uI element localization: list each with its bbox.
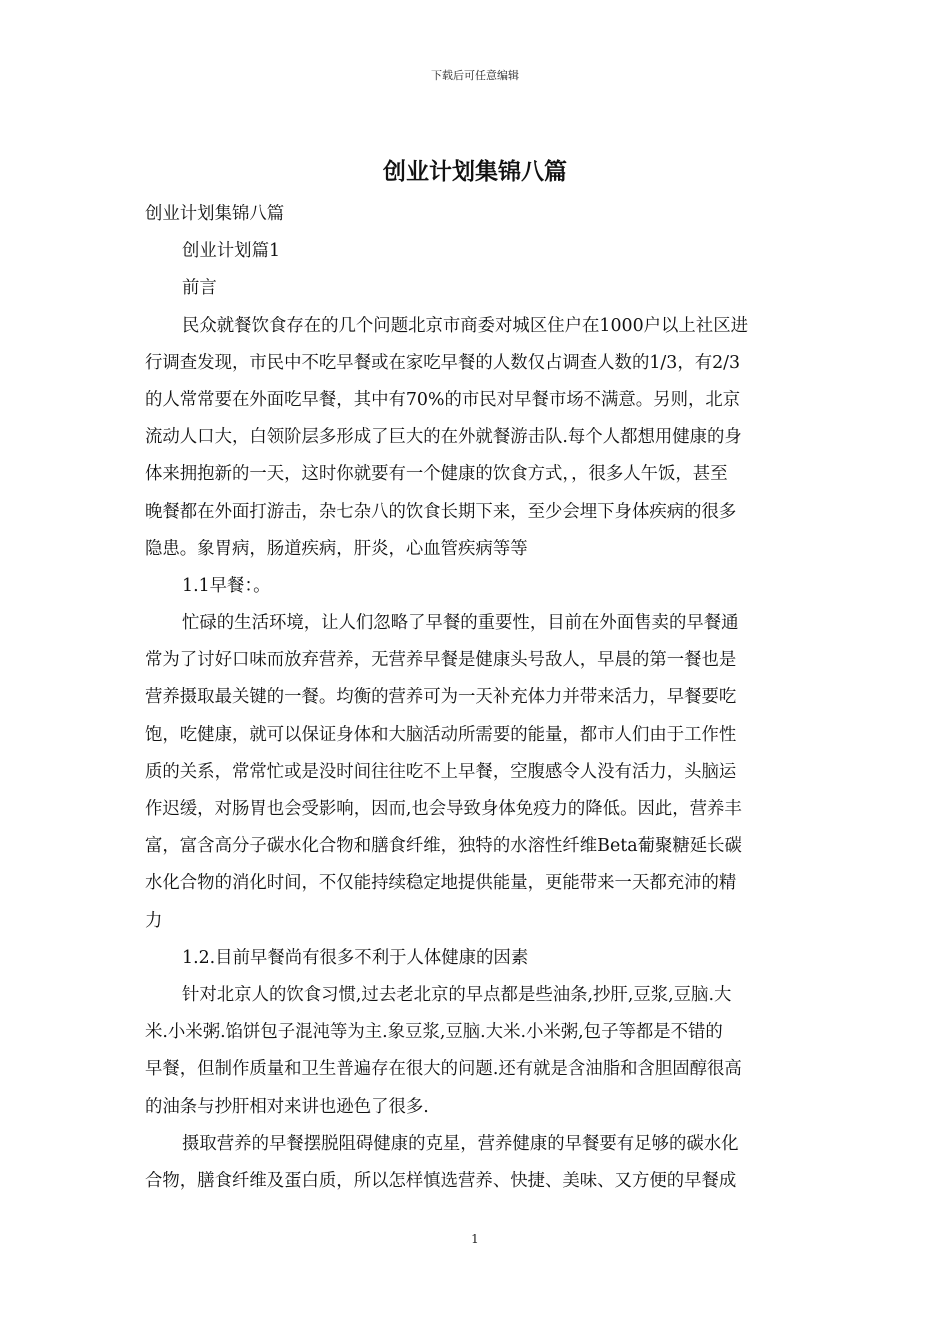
text-line: 摄取营养的早餐摆脱阻碍健康的克星，营养健康的早餐要有足够的碳水化 — [182, 1133, 739, 1154]
text-line: 作迟缓，对肠胃也会受影响，因而,也会导致身体免疫力的降低。因此，营养丰 — [145, 799, 742, 819]
text-line: 的油条与抄肝相对来讲也逊色了很多. — [145, 1096, 429, 1117]
text-line: 晚餐都在外面打游击，杂七杂八的饮食长期下来，至少会埋下身体疾病的很多 — [145, 501, 737, 522]
text-line: 行调查发现，市民中不吃早餐或在家吃早餐的人数仅占调查人数的1/3，有2/3 — [145, 352, 741, 373]
text-line: 富，富含高分子碳水化合物和膳食纤维，独特的水溶性纤维Beta葡聚糖延长碳 — [145, 836, 742, 857]
text-line: 的人常常要在外面吃早餐，其中有70%的市民对早餐市场不满意。另则，北京 — [145, 389, 741, 410]
text-line: 质的关系，常常忙或是没时间往往吃不上早餐，空腹感令人没有活力，头脑运 — [145, 761, 737, 782]
body-text — [145, 196, 805, 1200]
text-line: 合物，膳食纤维及蛋白质，所以怎样慎选营养、快捷、美味、又方便的早餐成 — [145, 1170, 737, 1191]
text-line: 饱，吃健康，就可以保证身体和大脑活动所需要的能量，都市人们由于工作性 — [145, 724, 737, 745]
text-line: 营养摄取最关键的一餐。均衡的营养可为一天补充体力并带来活力，早餐要吃 — [145, 687, 737, 708]
page-number: 1 — [471, 1232, 479, 1246]
text-line: 水化合物的消化时间，不仅能持续稳定地提供能量，更能带来一天都充沛的精 — [145, 873, 737, 894]
text-line: 流动人口大，白领阶层多形成了巨大的在外就餐游击队.每个人都想用健康的身 — [145, 427, 742, 448]
header-note: 下载后可任意编辑 — [431, 69, 519, 82]
text-line: 创业计划集锦八篇 — [145, 204, 285, 224]
text-line: 隐患。象胃病，肠道疾病，肝炎，心血管疾病等等 — [145, 538, 528, 559]
text-line: 米.小米粥.馅饼包子混沌等为主.象豆浆,豆脑.大米.小米粥,包子等都是不错的 — [145, 1022, 723, 1043]
text-line: 针对北京人的饮食习惯,过去老北京的早点都是些油条,抄肝,豆浆,豆脑.大 — [182, 984, 732, 1005]
text-line: 忙碌的生活环境，让人们忽略了早餐的重要性，目前在外面售卖的早餐通 — [182, 613, 739, 634]
text-line: 1.2.目前早餐尚有很多不利于人体健康的因素 — [182, 947, 529, 968]
text-line: 前言 — [182, 278, 217, 299]
document-title: 创业计划集锦八篇 — [383, 158, 567, 185]
text-line: 1.1早餐：。 — [182, 575, 271, 596]
text-line: 力 — [145, 910, 163, 931]
text-line: 早餐，但制作质量和卫生普遍存在很大的问题.还有就是含油脂和含胆固醇很高 — [145, 1059, 742, 1080]
text-line: 体来拥抱新的一天，这时你就要有一个健康的饮食方式，，很多人午饭，甚至 — [145, 464, 728, 485]
text-line: 常为了讨好口味而放弃营养，无营养早餐是健康头号敌人，早晨的第一餐也是 — [145, 650, 737, 671]
text-line: 创业计划篇1 — [182, 241, 281, 262]
text-line: 民众就餐饮食存在的几个问题北京市商委对城区住户在1000户以上社区进 — [182, 315, 748, 336]
